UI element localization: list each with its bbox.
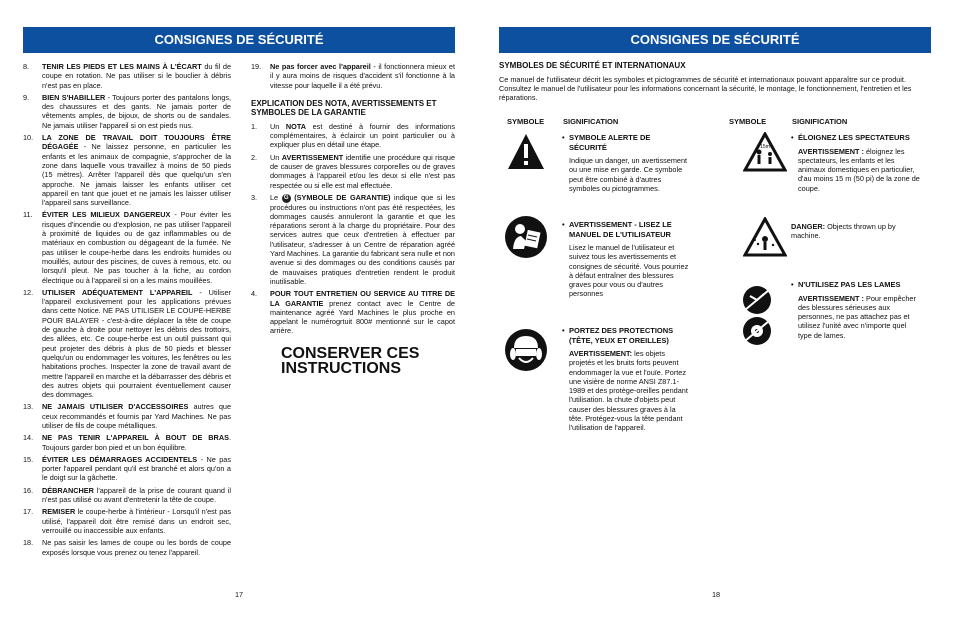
safety-list-column-1 (23, 62, 231, 560)
no-blades-icon (739, 285, 775, 347)
safety-alert-icon (506, 132, 546, 172)
symbol-title: • N'UTILISEZ PAS LES LAMES (791, 280, 921, 290)
explication-list (251, 122, 455, 336)
read-manual-icon (504, 215, 548, 259)
col-signification-right: SIGNIFICATION (792, 117, 848, 126)
list-item: 11. ÉVITER LES MILIEUX DANGEREUX - Pour éviter les risques d'incendie ou d'explosion, ne pas utiliser l'appareil à proximité de liquides ou de gaz inflammables ou de matériaux en combustion ou dégageant de la fumée. Ne pas utiliser le coupe-herbe dans les endroits humides ou mouillés, autour des piscines, de cuves à remous, etc. ou lorsqu'il pleut. Ne pas toucher à la fiche, au cordon électrique ou à l'appareil si on a les mains mouillées. (23, 210, 231, 285)
col-signification-left: SIGNIFICATION (563, 117, 619, 126)
intro-text: Ce manuel de l'utilisateur décrit les symboles et pictogrammes de sécurité et internationaux pouvant apparaître sur ce produit. Consultez le manuel de l'utilisateur pour les informations concernant la sécurité, le montage, le fonctionnement, l'entretien et les réparations. (499, 74, 912, 103)
symbol-read-manual (562, 220, 690, 299)
symbol-title: • PORTEZ DES PROTECTIONS (TÊTE, YEUX ET OREILLES) (562, 326, 690, 345)
symbol-bystanders (791, 133, 921, 193)
right-header: CONSIGNES DE SÉCURITÉ (499, 27, 931, 53)
list-item: 16. DÉBRANCHER l'appareil de la prise de courant quand il n'est pas utilisé ou avant d'entretenir la tête de coupe. (23, 485, 231, 505)
col-symbole-left: SYMBOLE (507, 117, 545, 126)
symbol-thrown-objects (791, 222, 921, 241)
symbol-no-blades (791, 280, 921, 340)
list-item: 4. POUR TOUT ENTRETIEN OU SERVICE AU TITRE DE LA GARANTIE prenez contact avec le Centre de maintenance agréé Yard Machines le plus proche en appelant le numérogrtuit 800# mentionné sur le capot arrière. (251, 289, 455, 336)
symbol-protective-gear (562, 326, 690, 433)
symbol-title: • SYMBOLE ALERTE DE SÉCURITÉ (562, 133, 690, 152)
warranty-symbol-icon: G (282, 194, 291, 203)
explication-heading: EXPLICATION DES NOTA, AVERTISSEMENTS ET SYMBOLES DE LA GARANTIE (251, 98, 437, 118)
page-number: 18 (712, 590, 721, 599)
list-item: 12. UTILISER ADÉQUATEMENT L'APPAREIL - Utiliser l'appareil exclusivement pour les applications prévues dans cette Notice. NE PAS UTILISER LE COUPE-HERBE POUR BALAYER - c'est-à-dire déplacer la tête de coupe de gauche à droite pour nettoyer les débris des trottoirs, des allées, etc. Ce coupe-herbe est un outil puissant qui peut projeter des débris à plus de 50 pieds et blesser quelqu'un ou endommager les voitures, les fenêtres ou les habitations proches. Inspecter la zone de travail avant de mettre l'appareil en marche et la débarrasser des débris et des autres objets qui pourraient éventuellement causer des dommages. (23, 287, 231, 400)
protective-gear-icon (504, 328, 548, 372)
bystanders-icon (743, 132, 787, 172)
safety-list-column-2 (251, 62, 455, 376)
symbol-description: AVERTISSEMENT: les objets projetés et les bruits forts peuvent endommager la vue et l'ouïe. Portez une visière de norme ANSI Z87.1-1989 et des protège-oreilles pendant l'utilisation. la chute d'objets peut causer des blessures graves à la tête. Protégez-vous la tête pendant l'utilisation de l'appareil. (569, 349, 688, 433)
left-header: CONSIGNES DE SÉCURITÉ (23, 27, 455, 53)
list-item: 14. NE PAS TENIR L'APPAREIL À BOUT DE BRAS. Toujours garder bon pied et un bon équilibre. (23, 433, 231, 452)
conserver-title: CONSERVER CES INSTRUCTIONS (281, 344, 420, 377)
list-item: 3. Le G (SYMBOLE DE GARANTIE) indique que si les procédures ou instructions n'ont pas été respectées, les dommages causés annuleront la garantie et que les réparations seront à la charge du propriétaire. Pour des services autres que ceux d'entretien à effectuer par l'utilisateur, s'adresser à un Centre de réparation agréé Yard Machines. La garantie du fabricant sera nulle et non avenue si des dommages ou des conditions causés par de mauvaises pratiques d'entretien rendent le produit inutilisable. (251, 192, 455, 286)
section-title: SYMBOLES DE SÉCURITÉ ET INTERNATIONAUX (499, 61, 686, 70)
list-item: 1. Un NOTA est destiné à fournir des informations complémentaires, à éclaircir un point particulier ou à expliquer plus en détail une étape. (251, 121, 455, 150)
list-item: 2. Un AVERTISSEMENT identifie une procédure qui risque de causer de graves blessures corporelles ou de graves dommages à l'appareil et/ou les deux si elle n'est pas respectée ou si elle est mal effectuée. (251, 152, 456, 190)
list-item: 9. BIEN S'HABILLER - Toujours porter des pantalons longs, des chaussures et des gants. Ne jamais porter de vêtements amples, de bijoux, de shorts ou de sandales. Ne jamais utiliser l'appareil si on est pieds nus. (23, 92, 231, 130)
symbol-description: Lisez le manuel de l'utilisateur et suivez tous les avertissements et consignes de sécurité. Vous pourriez à défaut entraîner des blessures graves pour vous ou d'autres personnes (569, 243, 689, 299)
list-item: 17. REMISER le coupe-herbe à l'intérieur - Lorsqu'il n'est pas utilisé, l'appareil doit être remisé dans un endroit sec, verrouillé ou inaccessible aux enfants. (23, 507, 231, 535)
symbol-title: • ÉLOIGNEZ LES SPECTATEURS (791, 133, 921, 143)
page-number: 17 (235, 590, 244, 599)
list-item: 13. NE JAMAIS UTILISER D'ACCESSOIRES autres que ceux recommandés et fournis par Yard Machines. Ne pas utiliser de fils de coupe métalliques. (23, 402, 232, 430)
symbol-description: AVERTISSEMENT : Pour empêcher des blessures sérieuses aux personnes, ne pas attachez pas et utilisez l'unité avec n'importe quel type de lames. (798, 293, 916, 340)
symbol-title: • AVERTISSEMENT - LISEZ LE MANUEL DE L'UTILISATEUR (562, 220, 690, 239)
page-18 (477, 0, 954, 618)
list-item: 19. Ne pas forcer avec l'appareil - il fonctionnera mieux et il y aura moins de risques d'accident s'il fonctionne à la vitesse pour laquelle il a été prévu. (251, 62, 455, 90)
symbol-safety-alert (562, 133, 690, 193)
symbols-intro (499, 61, 931, 102)
thrown-objects-icon (743, 217, 787, 257)
svg-text:15m: 15m (760, 144, 770, 150)
list-item: 18. Ne pas saisir les lames de coupe ou les bords de coupe exposés lorsque vous prenez ou tenez l'appareil. (23, 538, 231, 557)
symbol-description: AVERTISSEMENT : éloignez les spectateurs, les enfants et les animaux domestiques en particulier, d'au moins 15 m (50 pi) de la zone de coupe. (798, 146, 920, 193)
list-item: 10. LA ZONE DE TRAVAIL DOIT TOUJOURS ÊTRE DÉGAGÉE - Ne laissez personne, en particulier les enfants et les animaux de compagnie, s'approcher de la zone dans laquelle vous travaillez à moins de 50 pieds (15 mètres). Arrêter l'appareil dès que quelqu'un s'en approche. Ne jamais laisser les enfants utiliser cet appareil en tant que jouet et ne jamais les laisser utiliser l'appareil sans surveillance. (23, 133, 231, 208)
list-item: 8. TENIR LES PIEDS ET LES MAINS À L'ÉCART du fil de coupe en rotation. Ne pas utiliser si le bouclier à débris n'est pas en place. (23, 62, 232, 90)
col-symbole-right: SYMBOLE (729, 117, 767, 126)
list-item: 15. ÉVITER LES DÉMARRAGES ACCIDENTELS - Ne pas porter l'appareil pendant qu'il est branché et alors qu'on a le doigt sur la gâchette. (23, 454, 231, 483)
symbol-description: Indique un danger, un avertissement ou une mise en garde. Ce symbole peut être combiné à d'autres symboles ou pictogrammes. (569, 156, 688, 193)
symbol-description: DANGER: Objects thrown up by machine. (791, 222, 896, 241)
